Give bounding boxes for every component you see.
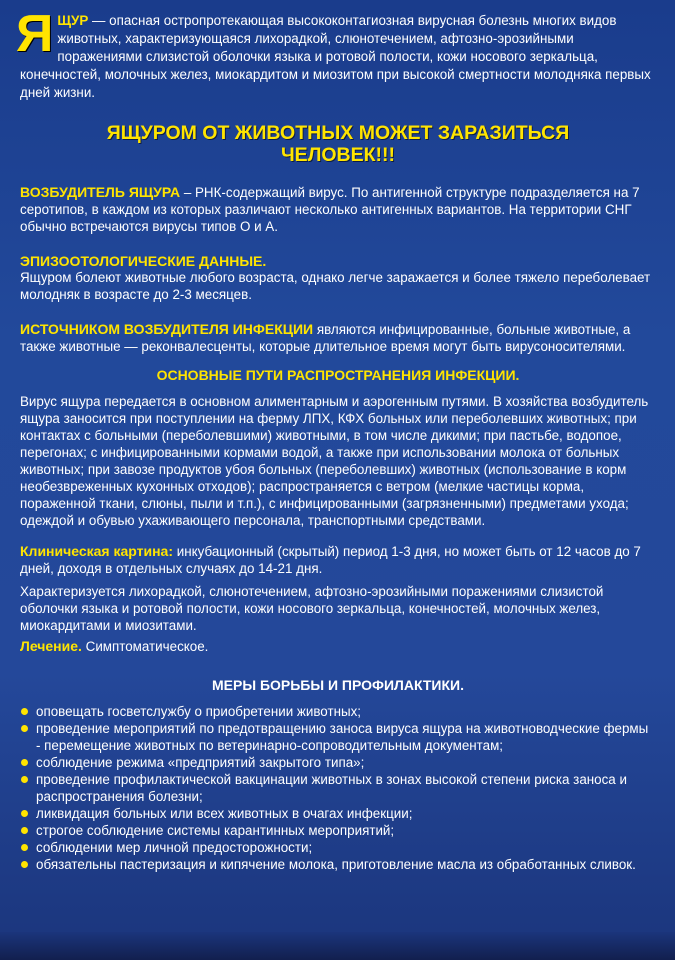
epizootology-heading: ЭПИЗООТОЛОГИЧЕСКИЕ ДАННЫЕ.	[20, 253, 267, 269]
spread-text: Вирус ящура передается в основном алиментарным и аэрогенным путями. В хозяйства возбудитель ящура заносится при поступлении на ферму ЛПХ, КФХ больных или переболевших животных; при контактах с больными (переболевшими) животными, в том числе дикими; при пастьбе, водопое, перегонах; с инфицированными кормами водой, а также при использовании молока от больных животных; при завозе продуктов убоя больных (переболевших) животных (использование в корм необезвреженных кухонных отходов); распространяется с ветром (мелкие частицы корма, пораженной ткани, слюны, пыли и т.п.), с инфицированными (загрязненными) предметами ухода; одеждой и обувью ухаживающего персонала, транспортными средствами.	[20, 394, 649, 528]
clinical-text-1: инкубационный (скрытый) период 1-3 дня, но может быть от 12 часов до 7 дней, доходя в отдельных случаях до 14-21 дня.	[20, 544, 641, 576]
measure-text: проведение профилактической вакцинации животных в зонах высокой степени риска заноса и распространения болезни;	[36, 772, 627, 804]
treatment-paragraph	[20, 638, 656, 655]
intro-paragraph	[16, 5, 656, 102]
warning-line-1: ЯЩУРОМ ОТ ЖИВОТНЫХ МОЖЕТ ЗАРАЗИТЬСЯ	[106, 122, 570, 144]
source-text: являются инфицированные, больные животные, а также животные — реконвалесценты, которые длительное время могут быть вирусоносителями.	[20, 322, 631, 354]
agent-heading: ВОЗБУДИТЕЛЬ ЯЩУРА	[20, 184, 181, 200]
bullet-dot-icon	[21, 708, 28, 715]
warning-line-2: ЧЕЛОВЕК!!!	[280, 144, 396, 166]
measure-item	[20, 720, 656, 754]
bullet-dot-icon	[21, 776, 28, 783]
measure-text: соблюдении мер личной предосторожности;	[36, 840, 313, 855]
dropcap-letter: Я	[16, 5, 54, 63]
bullet-dot-icon	[21, 810, 28, 817]
measure-text: обязательны пастеризация и кипячение молока, приготовление масла из обработанных сливок.	[36, 857, 636, 872]
warning-title	[20, 122, 656, 166]
epizootology-text: Ящуром болеют животные любого возраста, однако легче заражается и более тяжело переболевает молодняк в возрасте до 2-3 месяцев.	[20, 270, 651, 302]
measures-heading: МЕРЫ БОРЬБЫ И ПРОФИЛАКТИКИ.	[212, 677, 464, 693]
intro-lead: ЩУР	[57, 13, 89, 28]
spread-heading: ОСНОВНЫЕ ПУТИ РАСПРОСТРАНЕНИЯ ИНФЕКЦИИ.	[156, 367, 520, 383]
intro-text: — опасная остропротекающая высококонтагиозная вирусная болезнь многих видов животных, характеризующаяся лихорадкой, слюнотечением, афтозно-эрозийными поражениями слизистой оболочки языка и ротовой полости, кожи носового зеркальца, конечностей, молочных желез, миокардитом и миозитом при высокой смертности молодняка первых дней жизни.	[20, 13, 651, 100]
treatment-heading: Лечение.	[20, 638, 82, 654]
clinical-paragraph	[20, 543, 656, 577]
measure-item	[20, 771, 656, 805]
measure-item	[20, 856, 656, 873]
bullet-dot-icon	[21, 861, 28, 868]
measure-text: оповещать госветслужбу о приобретении животных;	[36, 704, 362, 719]
agent-text: – РНК-содержащий вирус. По антигенной структуре подразделяется на 7 серотипов, в каждом из которых различают несколько антигенных вариантов. На территории СНГ обычно встречаются вирусы типов О и А.	[20, 185, 640, 234]
source-heading: ИСТОЧНИКОМ ВОЗБУДИТЕЛЯ ИНФЕКЦИИ	[20, 321, 314, 337]
treatment-text: Симптоматическое.	[81, 639, 209, 654]
clinical-heading: Клиническая картина:	[20, 543, 174, 559]
measure-text: ликвидация больных или всех животных в очагах инфекции;	[36, 806, 413, 821]
epizootology-section	[20, 253, 656, 303]
poster-content	[16, 5, 656, 873]
measure-item	[20, 703, 656, 720]
measure-item	[20, 805, 656, 822]
measure-text: строгое соблюдение системы карантинных мероприятий;	[36, 823, 395, 838]
measure-item	[20, 839, 656, 856]
bullet-dot-icon	[21, 725, 28, 732]
measure-item	[20, 754, 656, 771]
poster-bottom-edge	[0, 932, 675, 960]
measure-text: соблюдение режима «предприятий закрытого типа»;	[36, 755, 365, 770]
measure-item	[20, 822, 656, 839]
bullet-dot-icon	[21, 844, 28, 851]
bullet-dot-icon	[21, 827, 28, 834]
source-paragraph	[20, 321, 656, 355]
bullet-dot-icon	[21, 759, 28, 766]
measures-list	[20, 703, 656, 873]
agent-paragraph	[20, 184, 656, 235]
clinical-text-2: Характеризуется лихорадкой, слюнотечением, афтозно-эрозийными поражениями слизистой оболочки языка и ротовой полости, кожи носового зеркальца, конечностей, молочных желез, миокардитами и миозитами.	[20, 584, 604, 633]
measure-text: проведение мероприятий по предотвращению заноса вируса ящура на животноводческие фермы - перемещение животных по ветеринарно-сопроводительным документам;	[36, 721, 649, 753]
